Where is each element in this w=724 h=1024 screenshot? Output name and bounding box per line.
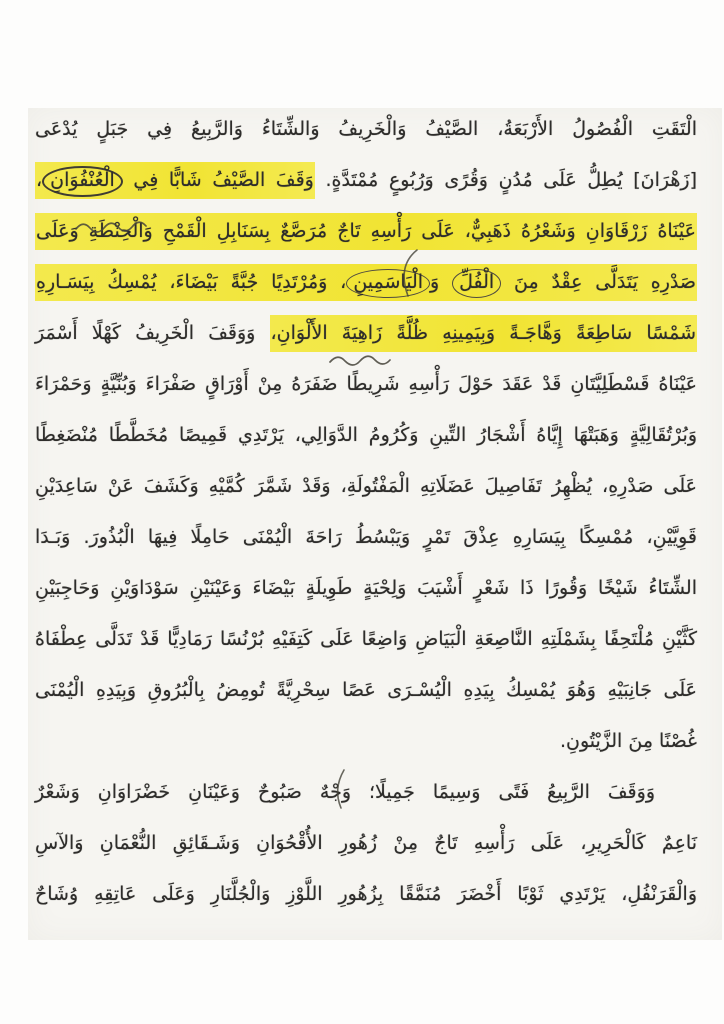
pen-circle-unfuwan: الْعُنْفُوَانِ bbox=[42, 166, 123, 197]
line-text: صَدْرِهِ يَتَدَلَّى عِقْدٌ مِنَ bbox=[501, 271, 697, 293]
text-line-7 bbox=[35, 410, 697, 461]
line-text: وَبُرْتُقَالِيَّةٍ وَهَبَتْهَا إِيَّاهُ أَشْجَارُ التِّينِ وَكُرُومُ الدَّوَالِي، يَرْتَدِي قَمِيصًا مُخَطَّطًا مُنْضَغِطًا bbox=[35, 424, 697, 446]
highlight-span: عَيْنَاهُ زَرْقَاوَانِ وَشَعْرُهُ ذَهَبِيٌّ، عَلَى رَأْسِهِ تَاجٌ مُرَصَّعٌ بِسَنَابِلِ الْقَمْحِ وَالْحِنْطَةِ وَعَلَى bbox=[35, 213, 697, 250]
line-text: الشِّتَاءُ شَيْخًا وَقُورًا ذَا شَعْرٍ أَشْيَبَ وَلِحْيَةٍ طَوِيلَةٍ بَيْضَاءَ وَعَيْنَيْنِ سَوْدَاوَيْنِ وَحَاجِبَيْنِ bbox=[35, 577, 697, 599]
line-text: وَ bbox=[430, 271, 453, 293]
text-line-6 bbox=[35, 359, 697, 410]
line-text: ، bbox=[36, 169, 43, 191]
line-text: ، وَمُرْتَدِيًا جُبَّةً بَيْضَاءَ، يُمْسِكُ بِيَسَـارِهِ bbox=[36, 271, 347, 293]
text-line-13 bbox=[35, 716, 697, 767]
text-line-3 bbox=[35, 206, 697, 257]
line-text: نَاعِمٌ كَالْحَرِيرِ، عَلَى رَأْسِهِ تَاجٌ مِنْ زُهُورِ الأُقْحُوَانِ وَشَـقَائِقِ النُّعْمَانِ وَالآسِ bbox=[35, 832, 697, 854]
arabic-text-block bbox=[35, 104, 697, 920]
text-line-1 bbox=[35, 104, 697, 155]
line-text: قَوِيَّيْنِ، مُمْسِكًا بِيَسَارِهِ عِذْقَ تَمْرٍ وَيَبْسُطُ رَاحَةَ الْيُمْنَى حَامِلًا فِيهَا الْبُذُورَ. وَبَـدَا bbox=[35, 526, 697, 548]
line-text: غُصْنًا مِنَ الزَّيْتُونِ. bbox=[559, 730, 697, 752]
line-text: وَقَفَ الصَّيْفُ شَابًّا فِي bbox=[122, 169, 314, 191]
line-text: [زَهْرَانَ] يُطِلُّ عَلَى مُدُنٍ وَقُرًى وَرُبُوعٍ مُمْتَدَّةٍ. bbox=[314, 169, 697, 191]
line-text: وَالْقَرَنْفُلِ، يَرْتَدِي ثَوْبًا أَخْضَرَ مُنَمَّقًا بِزُهُورِ اللَّوْزِ وَالْجُلَّنَارِ وَعَلَى عَاتِقِهِ وُشَاحٌ bbox=[35, 883, 697, 905]
text-line-16 bbox=[35, 869, 697, 920]
highlight-span bbox=[35, 162, 315, 199]
text-line-9 bbox=[35, 512, 697, 563]
line-text: وَوَقَفَ الْخَرِيفُ كَهْلًا أَسْمَرَ bbox=[35, 322, 270, 344]
line-text: عَيْنَاهُ قَسْطَلِيَّتَانِ قَدْ عَقَدَ حَوْلَ رَأْسِهِ شَرِيطًا ضَفَرَهُ مِنْ أَوْرَاقٍ صَفْرَاءَ وَبُنِّيَّةٍ وَحَمْرَاءَ bbox=[35, 373, 697, 395]
text-line-15 bbox=[35, 818, 697, 869]
highlight-span: شَمْسًا سَاطِعَةً وَهَّاجَـةً وَبِيَمِينِهِ ظُلَّةً زَاهِيَةَ الأَلْوَانِ، bbox=[270, 315, 697, 352]
line-text: الْتَقَتِ الْفُصُولُ الأَرْبَعَةُ، الصَّيْفُ وَالْخَرِيفُ وَالشِّتَاءُ وَالرَّبِيعُ فِي جَبَلٍ يُدْعَى bbox=[35, 118, 697, 140]
text-line-14 bbox=[35, 767, 697, 818]
pen-circle-yasmin: الْيَاسَمِينِ bbox=[346, 269, 430, 298]
text-line-5 bbox=[35, 308, 697, 359]
text-line-4 bbox=[35, 257, 697, 308]
line-text: عَلَى جَانِبَيْهِ وَهُوَ يُمْسِكُ بِيَدِهِ الْيُسْـرَى عَصًا سِحْرِيَّةً تُومِضُ بِالْبُرُوقِ وَبِيَدِهِ الْيُمْنَى bbox=[35, 679, 697, 701]
text-line-2 bbox=[35, 155, 697, 206]
highlight-span bbox=[35, 264, 697, 301]
text-line-11 bbox=[35, 614, 697, 665]
text-line-10 bbox=[35, 563, 697, 614]
pen-circle-full: الْفُلِّ bbox=[452, 269, 501, 298]
text-line-12 bbox=[35, 665, 697, 716]
line-text: عَلَى صَدْرِهِ، يُظْهِرُ تَفَاصِيلَ عَضَلَاتِهِ الْمَفْتُولَةِ، وَقَدْ شَمَّرَ كُمَّيْهِ وَكَشَفَ عَنْ سَاعِدَيْنِ bbox=[35, 475, 697, 497]
text-line-8 bbox=[35, 461, 697, 512]
line-text: وَوَقَفَ الرَّبِيعُ فَتًى وَسِيمًا جَمِيلًا؛ وَجْهٌ صَبُوحٌ وَعَيْنَانِ خَضْرَاوَانِ وَشَعْرٌ bbox=[35, 781, 655, 803]
line-text: كَثَّيْنِ مُلْتَحِفًا بِشَمْلَتِهِ النَّاصِعَةِ الْبَيَاضِ وَاضِعًا عَلَى كَتِفَيْهِ بُرْنُسًا رَمَادِيًّا قَدْ تَدَلَّى عِطْفَاهُ bbox=[35, 628, 697, 650]
